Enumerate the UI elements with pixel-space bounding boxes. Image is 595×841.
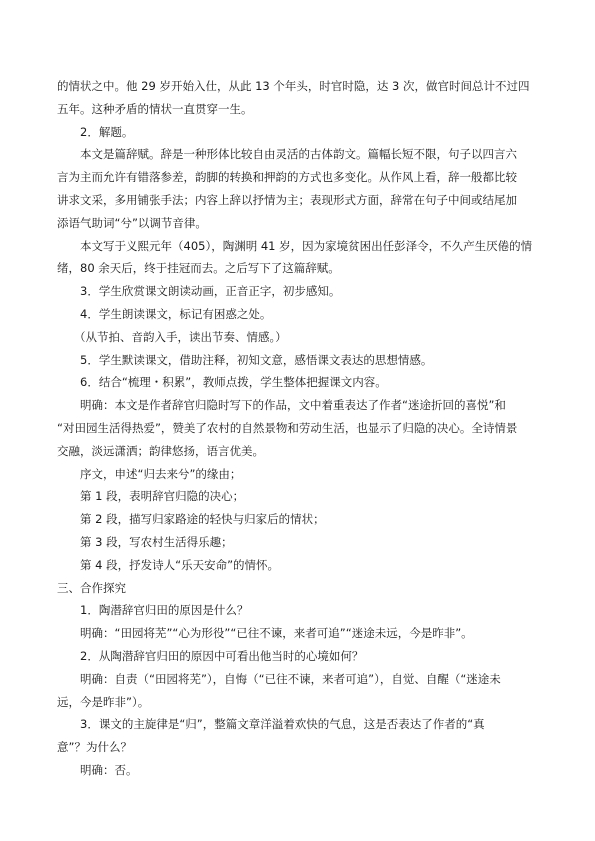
question: 3．课文的主旋律是“归”，整篇文章洋溢着欢快的气息，这是否表达了作者的“真 bbox=[80, 717, 485, 731]
text-line: （从节拍、音韵入手，读出节奏、情感。） bbox=[74, 330, 287, 344]
text-line: 本文是篇辞赋。辞是一种形体比较自由灵活的古体韵文。篇幅长短不限，句子以四言六 bbox=[80, 147, 517, 161]
text-line: 添语气助词“兮”以调节音律。 bbox=[57, 216, 207, 230]
text-line: 第 4 段，抒发诗人“乐天安命”的情怀。 bbox=[80, 558, 280, 572]
list-item: 3．学生欣赏课文朗读动画，正音正字，初步感知。 bbox=[80, 284, 341, 298]
text-line: 讲求文采，多用铺张手法；内容上辞以抒情为主；表现形式方面，辞常在句子中间或结尾加 bbox=[57, 193, 517, 207]
list-item: 4．学生朗读课文，标记有困惑之处。 bbox=[80, 307, 272, 321]
text-line: 远，今是昨非”）。 bbox=[57, 695, 150, 709]
text-line: 的情状之中。他 29 岁开始入仕，从此 13 个年头，时官时隐，达 3 次，做官时间总计不过四 bbox=[57, 79, 530, 93]
list-item: 5．学生默读课文，借助注释，初知文意，感悟课文表达的思想情感。 bbox=[80, 353, 433, 367]
answer: 明确：否。 bbox=[80, 763, 138, 777]
section-heading: 2．解题。 bbox=[80, 125, 134, 139]
text-line: 明确：本文是作者辞官归隐时写下的作品，文中着重表达了作者“迷途折回的喜悦”和 bbox=[80, 398, 506, 412]
text-line: 五年。这种矛盾的情状一直贯穿一生。 bbox=[57, 102, 253, 116]
text-line: “对田园生活得热爱”，赞美了农村的自然景物和劳动生活，也显示了归隐的决心。全诗情景 bbox=[57, 421, 518, 435]
question: 2．从陶潜辞官归田的原因中可看出他当时的心境如何？ bbox=[80, 649, 364, 663]
text-line: 第 3 段，写农村生活得乐趣； bbox=[80, 535, 233, 549]
text-line: 交融，淡远潇洒；韵律悠扬，语言优美。 bbox=[57, 444, 264, 458]
text-line: 绪，80 余天后，终于挂冠而去。之后写下了这篇辞赋。 bbox=[57, 261, 340, 275]
text-line: 言为主而允许有错落参差，韵脚的转换和押韵的方式也多变化。从作风上看，辞一般都比较 bbox=[57, 170, 517, 184]
text-line: 第 1 段，表明辞官归隐的决心； bbox=[80, 489, 245, 503]
text-line: 本文写于义熙元年（405），陶渊明 41 岁，因为家境贫困出任彭泽令，不久产生厌倦的情 bbox=[80, 239, 533, 253]
answer: 明确：“田园将芜”“心为形役”“已往不谏，来者可追”“迷途未远，今是昨非”。 bbox=[80, 626, 473, 640]
question: 1．陶潜辞官归田的原因是什么？ bbox=[80, 603, 249, 617]
list-item: 6．结合“梳理・积累”，教师点拨，学生整体把握课文内容。 bbox=[80, 375, 387, 389]
text-line: 意”？为什么？ bbox=[57, 740, 132, 754]
section-heading: 三、合作探究 bbox=[57, 581, 126, 595]
answer: 明确：自责（“田园将芜”），自悔（“已往不谏，来者可追”），自觉、自醒（“迷途未 bbox=[80, 672, 501, 686]
text-line: 序文，申述“归去来兮”的缘由； bbox=[80, 467, 242, 481]
text-line: 第 2 段，描写归家路途的轻快与归家后的情状； bbox=[80, 512, 325, 526]
